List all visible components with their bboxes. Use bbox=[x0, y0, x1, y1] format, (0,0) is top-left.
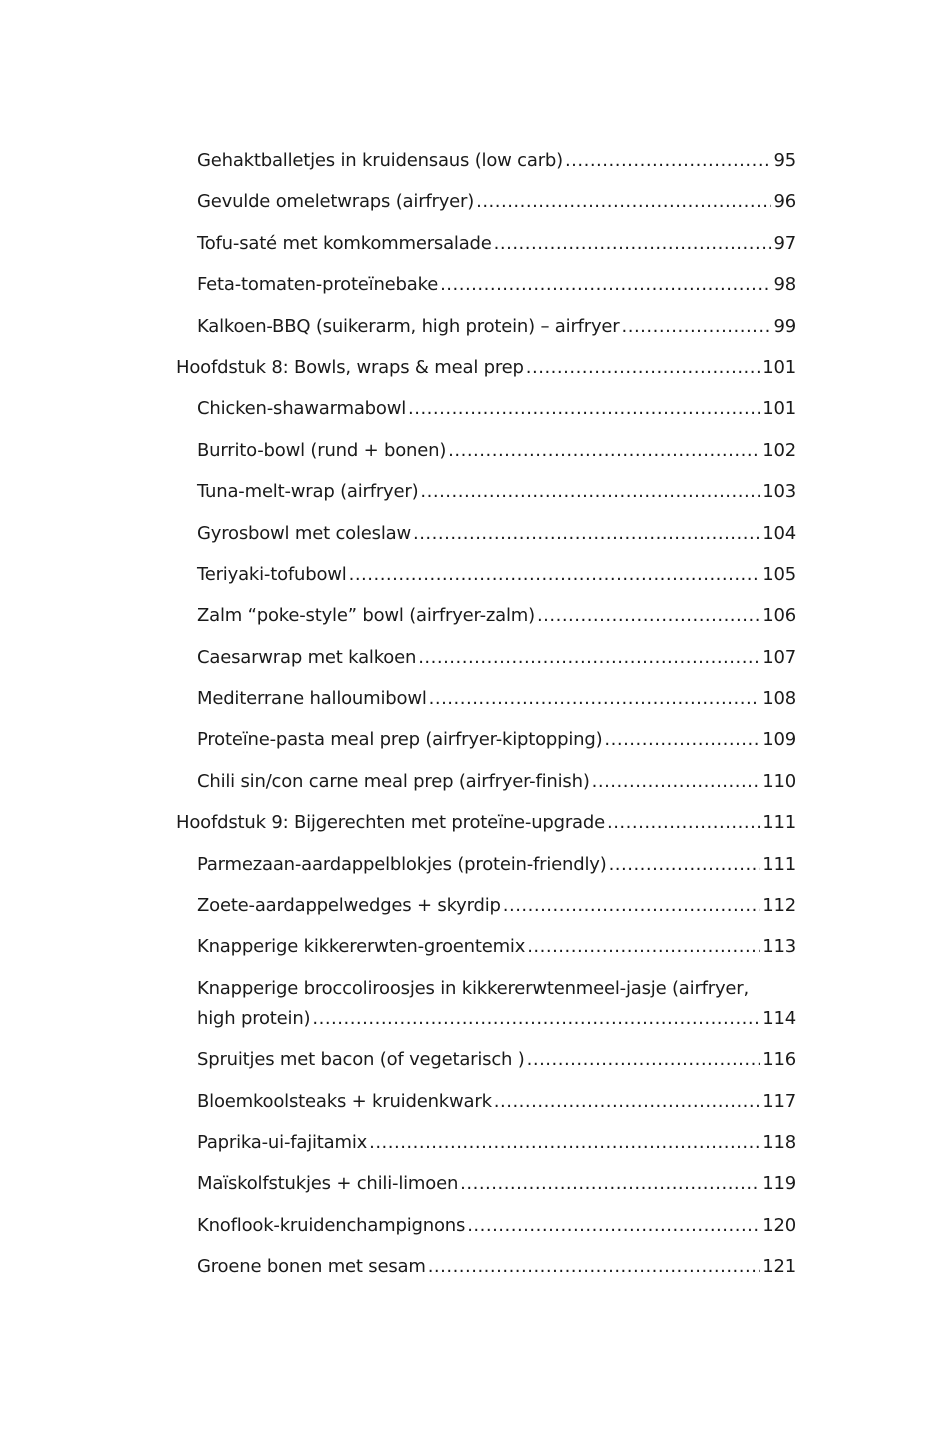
toc-entry[interactable] bbox=[176, 394, 796, 424]
toc-entry-label: Zoete-aardappelwedges + skyrdip bbox=[197, 895, 501, 917]
toc-entry-label: Parmezaan-aardappelblokjes (protein-friendly) bbox=[197, 853, 607, 875]
toc-page-number: 111 bbox=[762, 812, 796, 834]
dot-leader bbox=[494, 1087, 760, 1117]
toc-page-number: 102 bbox=[762, 439, 796, 461]
toc-chapter-entry[interactable] bbox=[176, 808, 796, 838]
toc-page-number: 109 bbox=[762, 729, 796, 751]
toc-page-number: 120 bbox=[762, 1214, 796, 1236]
toc-entry[interactable] bbox=[176, 187, 796, 217]
toc-entry[interactable] bbox=[176, 643, 796, 673]
toc-entry-label: Burrito-bowl (rund + bonen) bbox=[197, 439, 447, 461]
toc-entry-label: Chili sin/con carne meal prep (airfryer-finish) bbox=[197, 770, 590, 792]
dot-leader bbox=[418, 643, 760, 673]
toc-entry-label: Gehaktballetjes in kruidensaus (low carb) bbox=[197, 150, 563, 171]
dot-leader bbox=[408, 394, 760, 424]
toc-entry[interactable] bbox=[176, 312, 796, 342]
toc-page-number: 101 bbox=[762, 398, 796, 420]
toc-page-number: 107 bbox=[762, 646, 796, 668]
toc-page-number: 105 bbox=[762, 563, 796, 585]
toc-entry[interactable] bbox=[176, 1169, 796, 1199]
toc-entry[interactable] bbox=[176, 146, 796, 176]
toc-page-number: 96 bbox=[773, 191, 796, 213]
toc-page-number: 117 bbox=[762, 1090, 796, 1112]
dot-leader bbox=[503, 891, 760, 921]
dot-leader bbox=[429, 684, 761, 714]
toc-entry[interactable] bbox=[176, 270, 796, 300]
toc-entry[interactable] bbox=[176, 725, 796, 755]
toc-entry[interactable] bbox=[176, 1087, 796, 1117]
toc-chapter-label: Hoofdstuk 9: Bijgerechten met proteïne-upgrade bbox=[176, 812, 605, 834]
toc-entry-label: Zalm “poke-style” bowl (airfryer-zalm) bbox=[197, 605, 535, 627]
dot-leader bbox=[420, 477, 760, 507]
toc-page-number: 111 bbox=[762, 853, 796, 875]
toc-page-number: 113 bbox=[762, 936, 796, 958]
toc-entry-label: Maïskolfstukjes + chili-limoen bbox=[197, 1173, 459, 1195]
toc-page-number: 119 bbox=[762, 1173, 796, 1195]
toc-page-number: 118 bbox=[762, 1131, 796, 1153]
toc-page-number: 112 bbox=[762, 895, 796, 917]
toc-chapter-entry[interactable] bbox=[176, 353, 796, 383]
toc-entry[interactable] bbox=[176, 767, 796, 797]
toc-entry[interactable] bbox=[176, 891, 796, 921]
toc-chapter-label: Hoofdstuk 8: Bowls, wraps & meal prep bbox=[176, 356, 524, 378]
toc-entry-label: Caesarwrap met kalkoen bbox=[197, 646, 417, 668]
toc-entry[interactable] bbox=[176, 229, 796, 259]
toc-entry[interactable] bbox=[176, 519, 796, 549]
toc-entry[interactable] bbox=[176, 1211, 796, 1241]
toc-entry-label: Feta-tomaten-proteïnebake bbox=[197, 274, 439, 296]
toc-entry[interactable] bbox=[176, 560, 796, 590]
toc-entry-label: Kalkoen-BBQ (suikerarm, high protein) – airfryer bbox=[197, 315, 620, 337]
toc-entry-label: Teriyaki-tofubowl bbox=[197, 563, 347, 585]
dot-leader bbox=[537, 601, 760, 631]
toc-entry[interactable] bbox=[176, 1252, 796, 1282]
toc-entry-label: Knapperige kikkererwten-groentemix bbox=[197, 936, 526, 958]
toc-page-number: 114 bbox=[762, 1007, 796, 1029]
toc-entry[interactable] bbox=[176, 477, 796, 507]
dot-leader bbox=[448, 436, 760, 466]
toc-entry-label: Chicken-shawarmabowl bbox=[197, 398, 407, 420]
toc-entry[interactable] bbox=[176, 850, 796, 880]
dot-leader bbox=[428, 1252, 761, 1282]
toc-entry-label: Spruitjes met bacon (of vegetarisch ) bbox=[197, 1049, 525, 1071]
toc-page-number: 99 bbox=[773, 315, 796, 337]
dot-leader bbox=[592, 767, 761, 797]
toc-page-number: 98 bbox=[773, 274, 796, 296]
dot-leader bbox=[609, 850, 761, 880]
toc-entry-label: Mediterrane halloumibowl bbox=[197, 688, 427, 710]
dot-leader bbox=[413, 519, 760, 549]
toc-page-number: 108 bbox=[762, 688, 796, 710]
table-of-contents bbox=[176, 146, 796, 1294]
toc-page-number: 101 bbox=[762, 356, 796, 378]
dot-leader bbox=[604, 725, 760, 755]
dot-leader bbox=[440, 270, 771, 300]
toc-entry-label: Groene bonen met sesam bbox=[197, 1256, 426, 1278]
toc-page-number: 103 bbox=[762, 481, 796, 503]
dot-leader bbox=[312, 1004, 760, 1034]
dot-leader bbox=[565, 146, 772, 176]
toc-entry[interactable] bbox=[176, 1128, 796, 1158]
toc-entry-multiline[interactable] bbox=[176, 974, 796, 1034]
dot-leader bbox=[527, 1045, 761, 1075]
toc-entry-label: Gevulde omeletwraps (airfryer) bbox=[197, 191, 475, 213]
dot-leader bbox=[460, 1169, 760, 1199]
toc-entry[interactable] bbox=[176, 601, 796, 631]
toc-entry[interactable] bbox=[176, 1045, 796, 1075]
toc-entry[interactable] bbox=[176, 932, 796, 962]
dot-leader bbox=[607, 808, 760, 838]
dot-leader bbox=[494, 229, 772, 259]
dot-leader bbox=[527, 932, 760, 962]
toc-page-number: 97 bbox=[773, 232, 796, 254]
toc-entry-label: Tuna-melt-wrap (airfryer) bbox=[197, 481, 419, 503]
toc-entry-label: Proteïne-pasta meal prep (airfryer-kiptopping) bbox=[197, 729, 603, 751]
toc-entry-label: Gyrosbowl met coleslaw bbox=[197, 522, 411, 544]
toc-entry-label-line2: high protein) bbox=[197, 1007, 311, 1029]
dot-leader bbox=[369, 1128, 760, 1158]
dot-leader bbox=[349, 560, 761, 590]
toc-entry-label-line1: Knapperige broccoliroosjes in kikkererwtenmeel-jasje (airfryer, bbox=[197, 977, 750, 999]
toc-page-number: 104 bbox=[762, 522, 796, 544]
toc-page-number: 121 bbox=[762, 1256, 796, 1278]
toc-page-number: 95 bbox=[773, 150, 796, 171]
toc-entry-label: Knoflook-kruidenchampignons bbox=[197, 1214, 466, 1236]
toc-entry-label: Paprika-ui-fajitamix bbox=[197, 1131, 368, 1153]
toc-entry[interactable] bbox=[176, 436, 796, 466]
dot-leader bbox=[467, 1211, 760, 1241]
toc-page-number: 116 bbox=[762, 1049, 796, 1071]
dot-leader bbox=[476, 187, 771, 217]
toc-entry[interactable] bbox=[176, 684, 796, 714]
dot-leader bbox=[526, 353, 760, 383]
toc-page-number: 110 bbox=[762, 770, 796, 792]
dot-leader bbox=[622, 312, 772, 342]
toc-page-number: 106 bbox=[762, 605, 796, 627]
toc-entry-label: Tofu-saté met komkommersalade bbox=[197, 232, 492, 254]
toc-entry-label: Bloemkoolsteaks + kruidenkwark bbox=[197, 1090, 492, 1112]
